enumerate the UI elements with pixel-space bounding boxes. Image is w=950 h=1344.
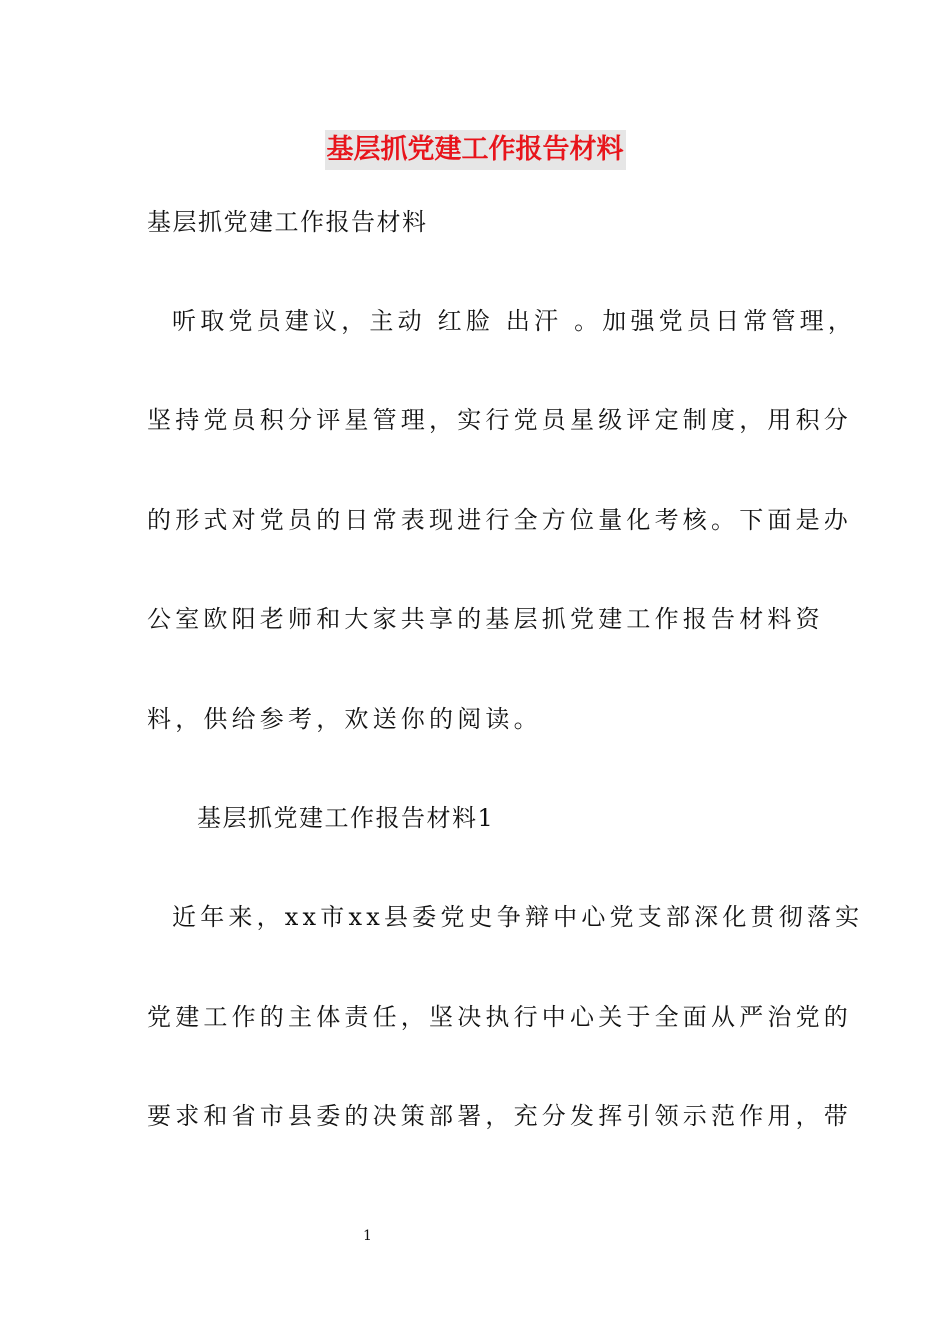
- document-title: 基层抓党建工作报告材料: [325, 130, 626, 170]
- body-line: 的形式对党员的日常表现进行全方位量化考核。下面是办: [147, 506, 852, 534]
- body-line: 党建工作的主体责任，坚决执行中心关于全面从严治党的: [147, 1003, 852, 1031]
- subtitle-line: 基层抓党建工作报告材料: [147, 208, 428, 236]
- body-line: 坚持党员积分评星管理，实行党员星级评定制度，用积分: [147, 406, 852, 434]
- body-line: 听取党员建议，主动 红脸 出汗 。加强党员日常管理，: [172, 307, 857, 335]
- body-line: 公室欧阳老师和大家共享的基层抓党建工作报告材料资: [147, 605, 824, 633]
- body-line: 料，供给参考，欢送你的阅读。: [147, 705, 542, 733]
- body-line: 要求和省市县委的决策部署，充分发挥引领示范作用，带: [147, 1102, 852, 1130]
- section-heading: 基层抓党建工作报告材料1: [197, 804, 495, 832]
- body-line: 近年来，xx市xx县委党史争辩中心党支部深化贯彻落实: [172, 903, 864, 931]
- page-number: 1: [363, 1228, 372, 1244]
- document-title-wrap: [0, 130, 950, 173]
